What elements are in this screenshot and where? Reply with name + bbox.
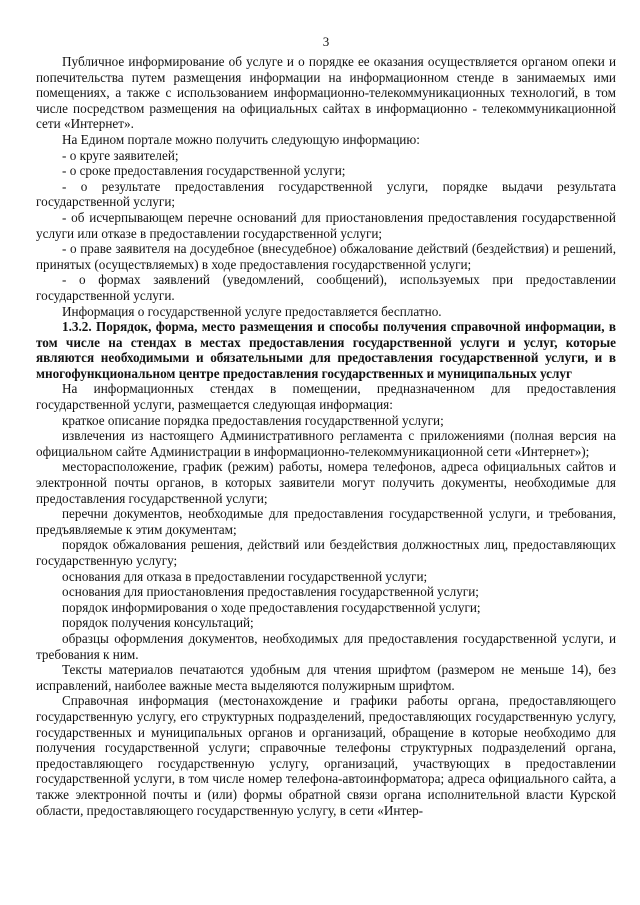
paragraph: На информационных стендах в помещении, предназначенном для предоставления государственной услуги, размещается следующая информация: bbox=[36, 381, 616, 413]
paragraph: перечни документов, необходимые для предоставления государственной услуги, и требования, предъявляемые к этим документам; bbox=[36, 506, 616, 537]
paragraph: - о праве заявителя на досудебное (внесудебное) обжалование действий (бездействия) и решений, принятых (осуществляемых) в ходе предоставления государственной услуги; bbox=[36, 241, 616, 272]
page-number: 3 bbox=[322, 34, 330, 49]
paragraph: образцы оформления документов, необходимых для предоставления государственной услуги, и требования к ним. bbox=[36, 630, 616, 662]
paragraph: извлечения из настоящего Административного регламента с приложениями (полная версия на официальном сайте Администрации в информационно-телекоммуникационной сети «Интернет»); bbox=[36, 428, 616, 459]
paragraph: месторасположение, график (режим) работы, номера телефонов, адреса официальных сайтов и электронной почты органов, в которых заявители могут получить документы, необходимые для предоставления государственной услуги; bbox=[36, 459, 616, 506]
paragraph: - о круге заявителей; bbox=[62, 147, 179, 163]
paragraph: Публичное информирование об услуге и о порядке ее оказания осуществляется органом опеки и попечительства путем размещения информации на информационном стенде в занимаемых ими помещениях, а также с использованием информационно-телекоммуникационных технологий, в том числе посредством размещения на официальных сайтах в информационно - телекоммуникационной сети «Интернет». bbox=[36, 54, 616, 132]
paragraph: Информация о государственной услуге предоставляется бесплатно. bbox=[62, 303, 442, 319]
paragraph: основания для отказа в предоставлении государственной услуги; bbox=[62, 568, 428, 584]
paragraph: порядок обжалования решения, действий или бездействия должностных лиц, предоставляющих государственную услугу; bbox=[36, 537, 616, 568]
paragraph: Тексты материалов печатаются удобным для чтения шрифтом (размером не меньше 14), без исправлений, наиболее важные места выделяются полужирным шрифтом. bbox=[36, 662, 616, 693]
paragraph: - о результате предоставления государственной услуги, порядке выдачи результата государственной услуги; bbox=[36, 178, 616, 210]
paragraph: На Едином портале можно получить следующую информацию: bbox=[62, 131, 420, 147]
section-heading: 1.3.2. Порядок, форма, место размещения и способы получения справочной информации, в том числе на стендах в местах предоставления государственной услуги и услуг, которые являются необходимыми и обязательными для предоставления государственной услуги, и в многофункциональном центре предоставления государственных и муниципальных услуг bbox=[36, 319, 616, 381]
document-body bbox=[36, 54, 616, 818]
paragraph: Справочная информация (местонахождение и графики работы органа, предоставляющего государственную услугу, его структурных подразделений, предоставляющих государственную услугу, государственных и муниципальных органов и организаций, обращение в которые необходимо для получения государственной услуги; справочные телефоны структурных подразделений органа, предоставляющего государственную услугу, организаций, участвующих в предоставлении государственной услуги, в том числе номер телефона-автоинформатора; адреса официального сайта, а также электронной почты и (или) формы обратной связи органа исполнительной власти Курской области, предоставляющего государственную услугу, в сети «Интер- bbox=[36, 693, 616, 818]
paragraph: краткое описание порядка предоставления государственной услуги; bbox=[62, 412, 444, 428]
paragraph: основания для приостановления предоставления государственной услуги; bbox=[62, 584, 479, 600]
paragraph: порядок получения консультаций; bbox=[62, 615, 254, 631]
paragraph: - об исчерпывающем перечне оснований для приостановления предоставления государственной услуги или отказе в предоставлении государственной услуги; bbox=[36, 209, 616, 241]
paragraph: - о формах заявлений (уведомлений, сообщений), используемых при предоставлении государственной услуги. bbox=[36, 272, 616, 303]
paragraph: - о сроке предоставления государственной услуги; bbox=[62, 163, 346, 179]
paragraph: порядок информирования о ходе предоставления государственной услуги; bbox=[62, 599, 481, 615]
